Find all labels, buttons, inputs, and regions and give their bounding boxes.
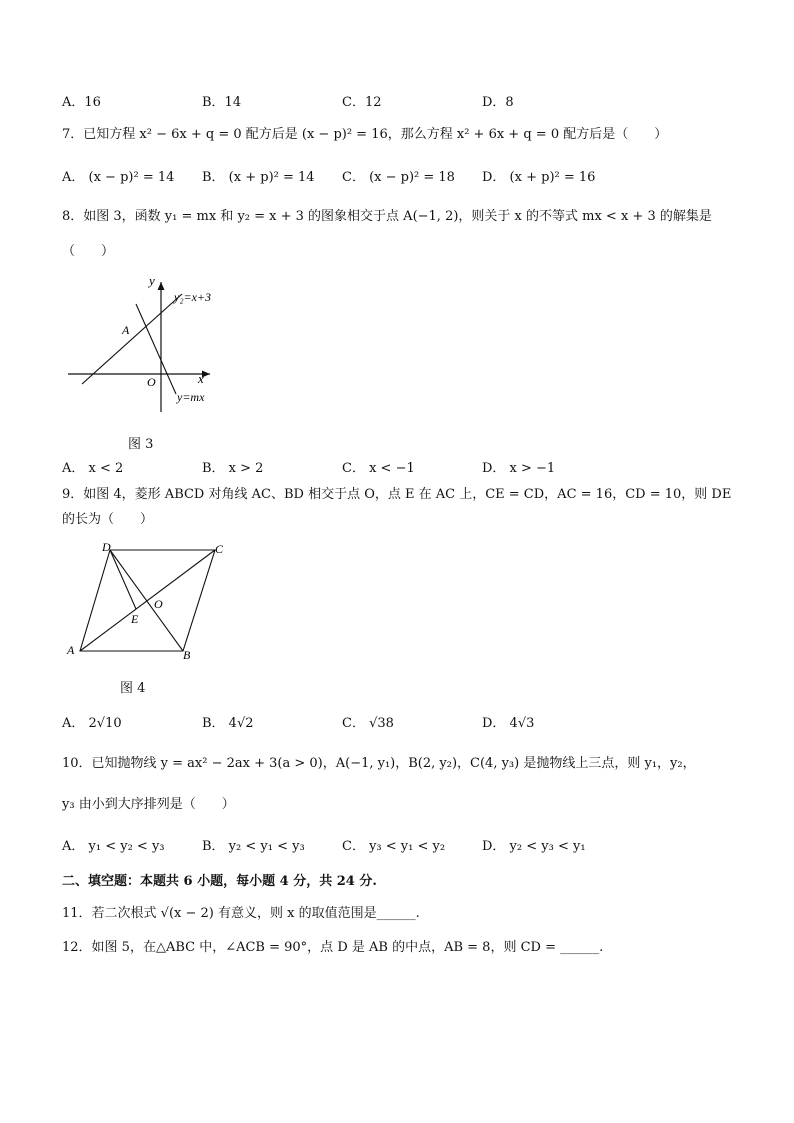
- q10-stem-cont: y₃ 由小到大序排列是（ ）: [62, 797, 235, 812]
- q7-option-a: A． (x − p)² = 14: [62, 170, 175, 185]
- q11-stem: 11．若二次根式 √(x − 2) 有意义，则 x 的取值范围是______.: [62, 906, 420, 921]
- q8-x-axis-label: x: [198, 371, 204, 386]
- q8-option-d: D． x > −1: [482, 461, 556, 476]
- section-2-heading: 二、填空题：本题共 6 小题，每小题 4 分，共 24 分.: [62, 874, 377, 889]
- q8-point-a-label: A: [122, 323, 130, 337]
- q6-option-a: A．16: [62, 95, 101, 110]
- q10-option-a: A． y₁ < y₂ < y₃: [62, 839, 165, 854]
- q9-label-d: D: [102, 540, 111, 554]
- q10-option-b: B． y₂ < y₁ < y₃: [202, 839, 305, 854]
- q9-label-a: A: [67, 643, 75, 657]
- q9-option-d: D． 4√3: [482, 716, 535, 731]
- q10-option-d: D． y₂ < y₃ < y₁: [482, 839, 586, 854]
- q9-option-b: B． 4√2: [202, 716, 254, 731]
- q7-option-c: C． (x − p)² = 18: [342, 170, 455, 185]
- q6-option-b: B．14: [202, 95, 242, 110]
- q9-option-a: A． 2√10: [62, 716, 122, 731]
- q8-option-c: C． x < −1: [342, 461, 415, 476]
- q10-stem: 10．已知抛物线 y = ax² − 2ax + 3(a > 0)，A(−1, y₁)，B(2, y₂)，C(4, y₃) 是抛物线上三点，则 y₁，y₂，: [62, 756, 696, 771]
- q10-option-c: C． y₃ < y₁ < y₂: [342, 839, 446, 854]
- q6-option-c: C．12: [342, 95, 382, 110]
- q8-option-b: B． x > 2: [202, 461, 264, 476]
- q8-origin-label: O: [147, 375, 156, 389]
- q9-label-e: E: [131, 612, 139, 626]
- q8-y-axis-label: y: [149, 273, 155, 288]
- q7-option-b: B． (x + p)² = 14: [202, 170, 315, 185]
- q9-label-b: B: [183, 648, 191, 662]
- q9-label-c: C: [215, 542, 224, 556]
- q9-stem-cont: 的长为（ ）: [62, 512, 154, 527]
- q9-option-c: C． √38: [342, 716, 394, 731]
- q9-stem: 9．如图 4，菱形 ABCD 对角线 AC、BD 相交于点 O，点 E 在 AC 上，CE = CD，AC = 16，CD = 10，则 DE: [62, 487, 732, 502]
- q6-option-d: D．8: [482, 95, 514, 110]
- q8-line2-label: y=mx: [177, 390, 205, 404]
- q9-figure-caption: 图 4: [120, 681, 146, 696]
- q8-figure-caption: 图 3: [128, 437, 154, 452]
- q8-line1-label: y₂=x+3: [174, 290, 212, 304]
- q12-stem: 12．如图 5，在△ABC 中，∠ACB = 90°，点 D 是 AB 的中点，AB = 8，则 CD = ______.: [62, 940, 604, 955]
- q8-figure: [60, 270, 260, 420]
- q7-stem: 7．已知方程 x² − 6x + q = 0 配方后是 (x − p)² = 16，那么方程 x² + 6x + q = 0 配方后是（ ）: [62, 127, 668, 142]
- q7-option-d: D． (x + p)² = 16: [482, 170, 596, 185]
- q9-figure: [60, 538, 240, 668]
- q8-option-a: A． x < 2: [62, 461, 124, 476]
- q8-blank: （ ）: [62, 244, 115, 259]
- q8-stem: 8．如图 3，函数 y₁ = mx 和 y₂ = x + 3 的图象相交于点 A(−1, 2)，则关于 x 的不等式 mx < x + 3 的解集是: [62, 209, 712, 224]
- q9-label-o: O: [154, 597, 163, 611]
